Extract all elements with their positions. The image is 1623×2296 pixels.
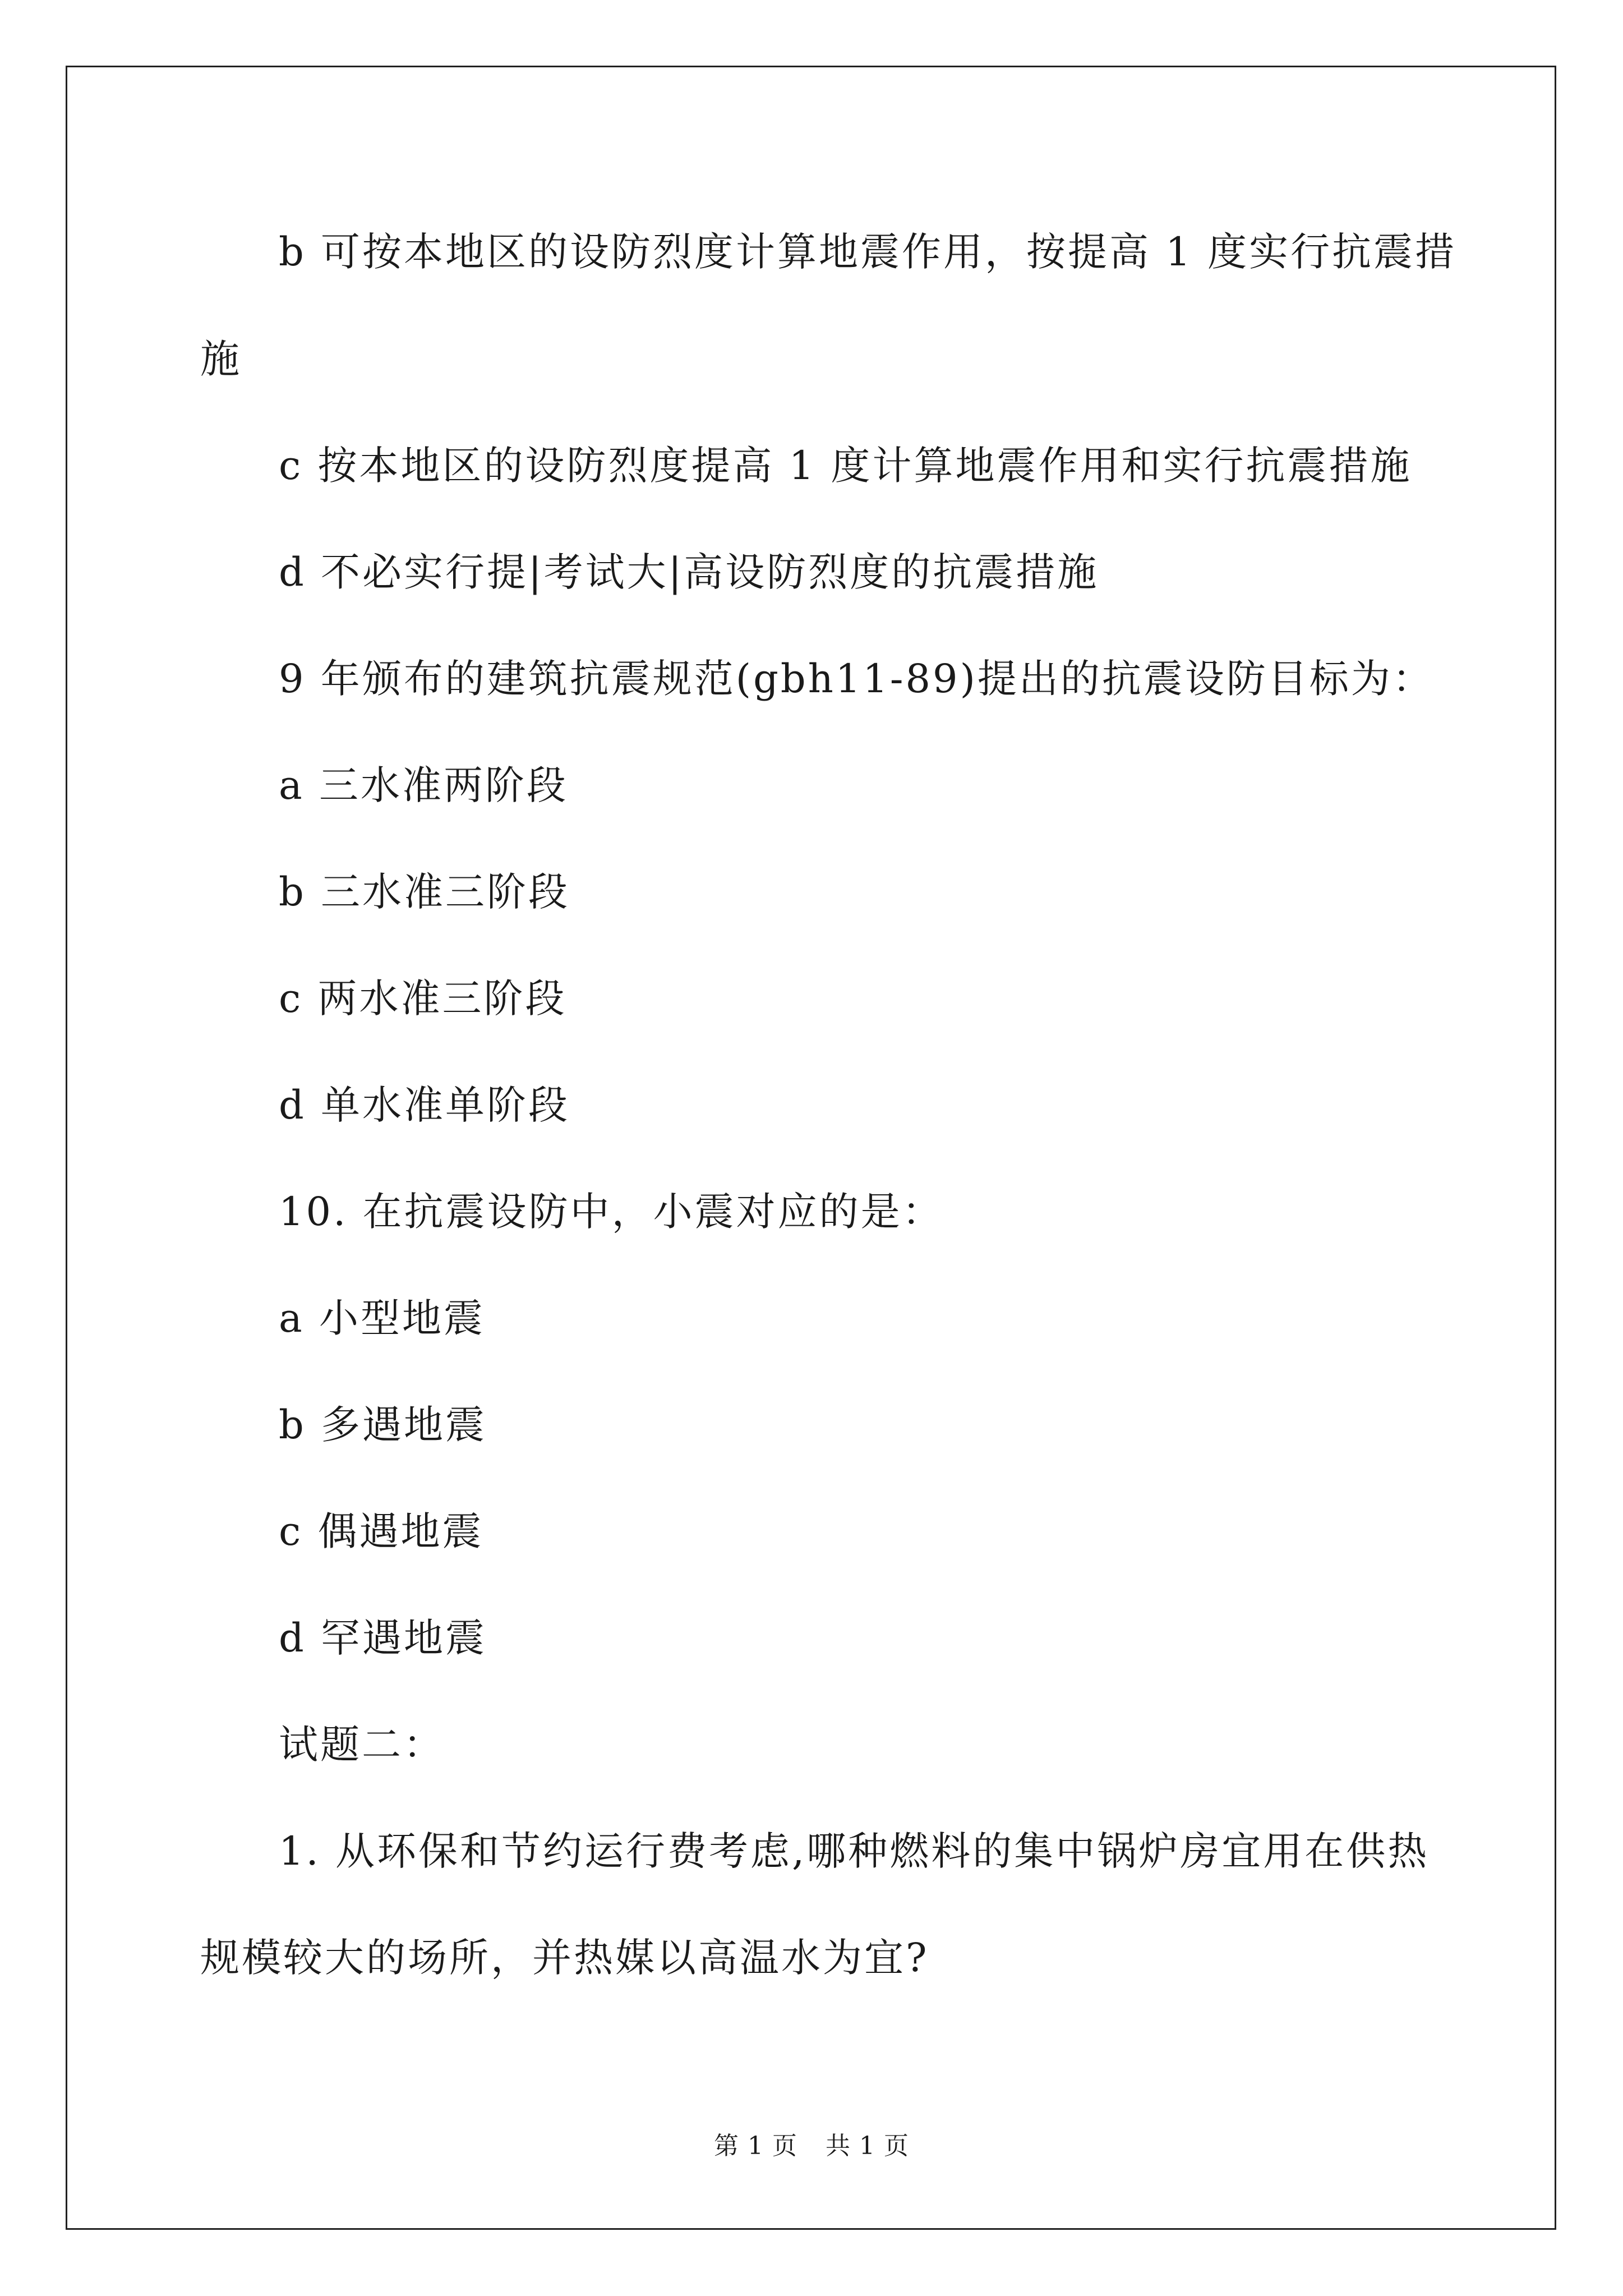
question-10: 10. 在抗震设防中，小震对应的是： xyxy=(279,1189,944,1235)
q10-option-b: b 多遇地震 xyxy=(279,1402,487,1448)
option-b-line: b 可按本地区的设防烈度计算地震作用，按提高 1 度实行抗震措 xyxy=(279,229,1457,275)
q10-option-c: c 偶遇地震 xyxy=(279,1508,484,1554)
option-d-line: d 不必实行提|考试大|高设防烈度的抗震措施 xyxy=(279,549,1099,595)
question-1-continuation: 规模较大的场所，并热媒以高温水为宜? xyxy=(200,1935,929,1981)
q9-option-c: c 两水准三阶段 xyxy=(279,976,567,1022)
question-1: 1. 从环保和节约运行费考虑,哪种燃料的集中锅炉房宜用在供热 xyxy=(279,1828,1430,1874)
q10-option-a: a 小型地震 xyxy=(279,1295,485,1341)
q9-option-a: a 三水准两阶段 xyxy=(279,762,568,808)
option-c-line: c 按本地区的设防烈度提高 1 度计算地震作用和实行抗震措施 xyxy=(279,443,1412,489)
section-heading: 试题二： xyxy=(279,1722,445,1768)
q10-option-d: d 罕遇地震 xyxy=(279,1615,487,1661)
q9-option-b: b 三水准三阶段 xyxy=(279,869,570,915)
page-total: 共 1 页 xyxy=(826,2132,909,2160)
q9-option-d: d 单水准单阶段 xyxy=(279,1082,570,1128)
page-footer xyxy=(0,2134,1623,2159)
question-9: 9 年颁布的建筑抗震规范(gbh11-89)提出的抗震设防目标为： xyxy=(279,656,1434,702)
page-number: 第 1 页 xyxy=(714,2132,797,2160)
page-border xyxy=(66,66,1556,2230)
option-b-continuation: 施 xyxy=(200,336,242,382)
